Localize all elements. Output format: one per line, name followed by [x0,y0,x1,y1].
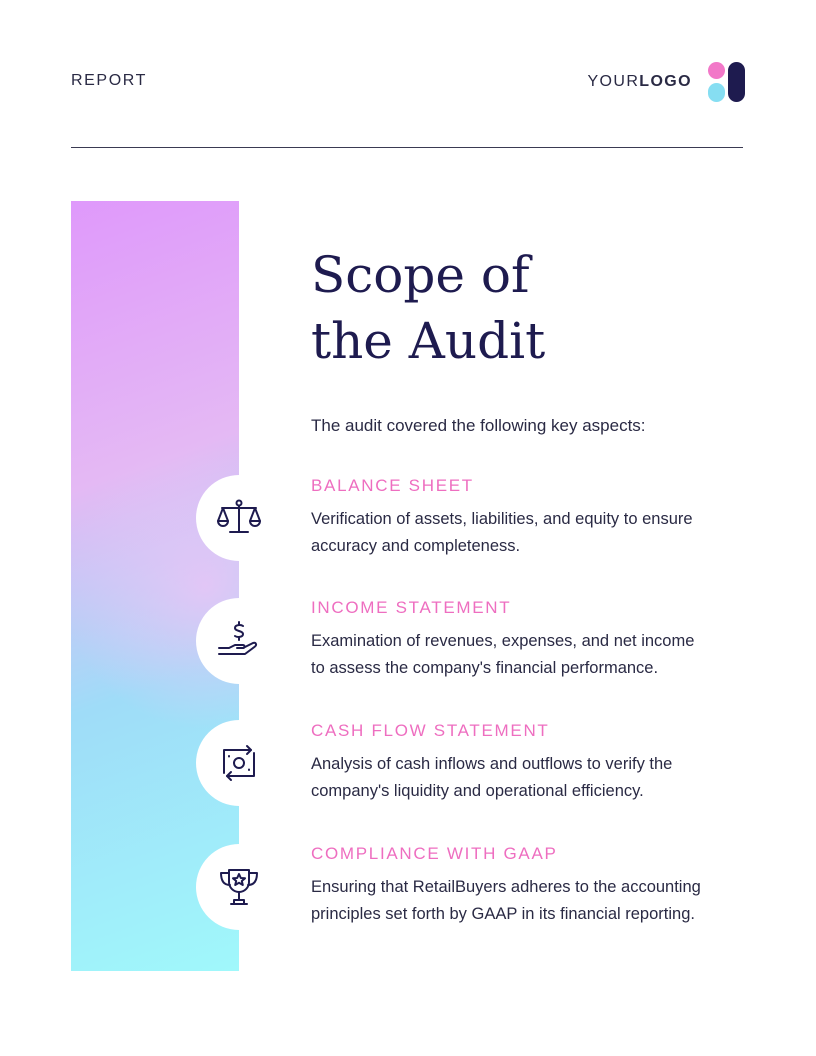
logo [587,62,745,102]
scale-icon [215,494,263,542]
logo-text-bold: LOGO [639,73,692,90]
compliance-icon-circle [196,844,282,930]
compliance-desc-line-1: Ensuring that RetailBuyers adheres to the accounting [311,878,701,896]
cash-flow-description [311,751,751,805]
cash-flow-desc-line-1: Analysis of cash inflows and outflows to verify the [311,755,673,773]
balance-sheet-desc-line-1: Verification of assets, liabilities, and equity to ensure [311,510,693,528]
cash-flow-icon [215,739,263,787]
income-statement-description [311,628,751,682]
header-divider [71,147,743,148]
cash-flow-desc-line-2: company's liquidity and operational efficiency. [311,782,644,800]
title-line-1: Scope of [311,246,530,304]
balance-sheet-item [311,476,751,560]
balance-sheet-description [311,506,751,560]
income-statement-desc-line-1: Examination of revenues, expenses, and net income [311,632,695,650]
trophy-icon [215,863,263,911]
balance-sheet-icon-circle [196,475,282,561]
cash-flow-item [311,721,751,805]
logo-navy-bar [728,62,745,102]
report-label: REPORT [71,72,147,89]
compliance-desc-line-2: principles set forth by GAAP in its financial reporting. [311,905,695,923]
compliance-heading: COMPLIANCE WITH GAAP [311,844,558,863]
balance-sheet-heading: BALANCE SHEET [311,476,474,495]
logo-text-regular: YOUR [587,73,640,90]
cash-flow-icon-circle [196,720,282,806]
logo-mark-icon [708,62,745,102]
cash-flow-heading: CASH FLOW STATEMENT [311,721,550,740]
income-statement-heading: INCOME STATEMENT [311,598,512,617]
logo-pink-dot [708,62,725,79]
title-line-2: the Audit [311,312,546,370]
balance-sheet-desc-line-2: accuracy and completeness. [311,537,521,555]
income-statement-item [311,598,751,682]
compliance-item [311,844,751,928]
dollar-hand-icon [215,617,263,665]
income-statement-icon-circle [196,598,282,684]
compliance-description [311,874,751,928]
intro-text: The audit covered the following key aspects: [311,416,646,435]
page-title [311,242,731,374]
logo-cyan-dot [708,83,725,102]
income-statement-desc-line-2: to assess the company's financial performance. [311,659,659,677]
logo-text [587,73,692,91]
